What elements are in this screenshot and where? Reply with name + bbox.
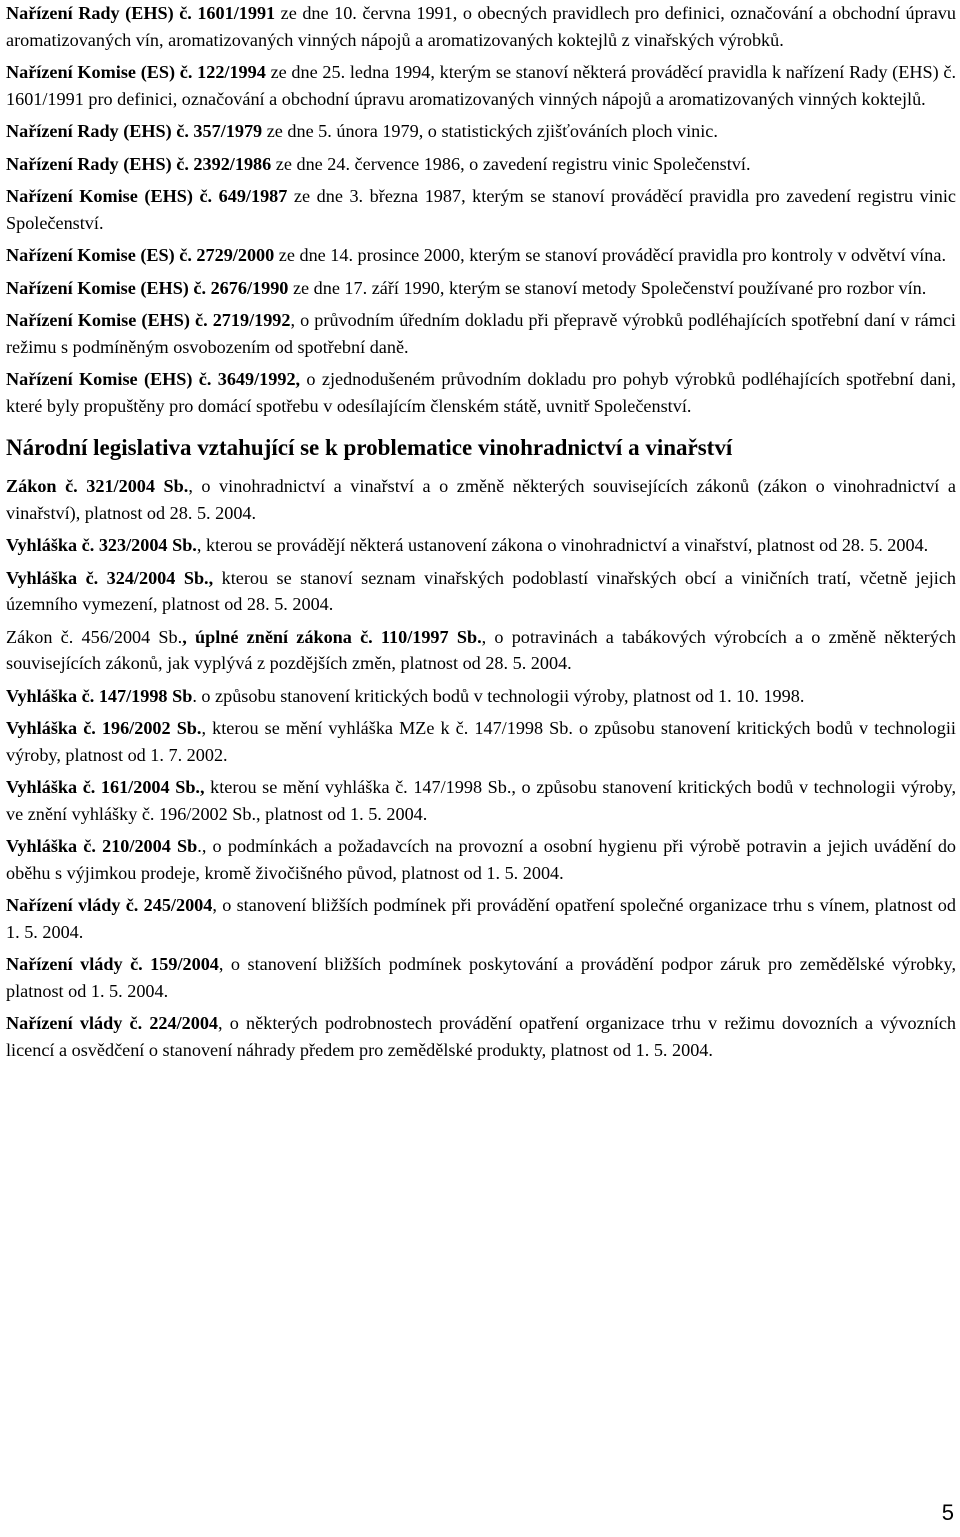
legislation-entry: [6, 118, 956, 145]
entry-description: . o způsobu stanovení kritických bodů v technologii výroby, platnost od 1. 10. 1998.: [192, 685, 805, 706]
entry-reference: Vyhláška č. 196/2002 Sb.: [6, 718, 202, 738]
entry-description: ze dne 17. září 1990, kterým se stanoví metody Společenství používané pro rozbor vín.: [288, 277, 927, 298]
entry-reference: Nařízení Rady (EHS) č. 1601/1991: [6, 3, 276, 23]
entry-description: , o stanovení bližších podmínek při provádění opatření společné organizace trhu s vínem, platnost od 1. 5. 2004.: [6, 895, 956, 942]
entry-reference: Nařízení Komise (ES) č. 122/1994: [6, 62, 266, 82]
national-legislation-list: [6, 473, 956, 1063]
eu-regulations-list: [6, 0, 956, 419]
entry-description: , o průvodním úředním dokladu při přepravě výrobků podléhajících spotřební daní v rámci režimu s podmíněným osvobozením od spotřební daně.: [6, 310, 956, 357]
legislation-entry: [6, 151, 956, 178]
legislation-entry: [6, 183, 956, 236]
section-title: Národní legislativa vztahující se k problematice vinohradnictví a vinařství: [6, 435, 733, 460]
legislation-entry: [6, 307, 956, 360]
entry-reference: Vyhláška č. 161/2004 Sb.,: [6, 777, 205, 797]
page-number: 5: [941, 1500, 954, 1525]
legislation-entry: [6, 833, 956, 886]
entry-reference: Vyhláška č. 324/2004 Sb.,: [6, 567, 214, 588]
legislation-entry: [6, 366, 956, 419]
entry-reference: Nařízení Rady (EHS) č. 2392/1986: [6, 153, 272, 174]
entry-reference: Nařízení Rady (EHS) č. 357/1979: [6, 121, 263, 141]
entry-description: ze dne 5. února 1979, o statistických zjišťováních ploch vinic.: [262, 121, 718, 141]
entry-description: , kterou se mění vyhláška MZe k č. 147/1998 Sb. o způsobu stanovení kritických bodů v technologii výroby, platnost od 1. 7. 2002.: [6, 718, 956, 765]
legislation-entry: [6, 1010, 956, 1063]
entry-reference: Nařízení Komise (EHS) č. 2719/1992: [6, 310, 291, 330]
entry-description: ze dne 10. června 1991, o obecných pravidlech pro definici, označování a obchodní úpravu aromatizovaných vín, aromatizovaných vinných nápojů a aromatizovaných koktejlů z vinařských výrobků.: [6, 3, 956, 50]
legislation-entry: [6, 624, 956, 677]
entry-reference: Nařízení Komise (EHS) č. 3649/1992,: [6, 369, 301, 389]
entry-description: o zjednodušeném průvodním dokladu pro pohyb výrobků podléhajících spotřební dani, které byly propuštěny pro domácí spotřebu v odesílajícím členském státě, uvnitř Společenství.: [6, 369, 956, 416]
entry-description: ze dne 25. ledna 1994, kterým se stanoví některá prováděcí pravidla k nařízení Rady (EHS) č. 1601/1991 pro definici, označování a obchodní úpravu aromatizovaných vinných nápojů a aromatizovaných vinných koktejlů.: [6, 62, 956, 109]
entry-description: ze dne 3. března 1987, kterým se stanoví prováděcí pravidla pro zavedení registru vinic Společenství.: [6, 186, 956, 233]
entry-description: , o vinohradnictví a vinařství a o změně některých souvisejících zákonů (zákon o vinohradnictví a vinařství), platnost od 28. 5. 2004.: [6, 476, 956, 523]
entry-description: ze dne 24. července 1986, o zavedení registru vinic Společenství.: [271, 153, 751, 174]
legislation-entry: [6, 683, 956, 710]
legislation-entry: [6, 0, 956, 53]
legislation-entry: [6, 275, 956, 302]
entry-reference: Zákon č. 321/2004 Sb.: [6, 476, 189, 496]
entry-reference: Nařízení Komise (ES) č. 2729/2000: [6, 245, 275, 265]
entry-description: , kterou se provádějí některá ustanovení zákona o vinohradnictví a vinařství, platnost od 28. 5. 2004.: [196, 535, 929, 555]
legislation-entry: [6, 532, 956, 559]
entry-reference: Nařízení Komise (EHS) č. 2676/1990: [6, 277, 289, 298]
entry-prefix: Zákon č. 456/2004 Sb.: [6, 626, 183, 647]
entry-reference: Vyhláška č. 210/2004 Sb: [6, 836, 198, 856]
entry-description: ze dne 14. prosince 2000, kterým se stanoví prováděcí pravidla pro kontroly v odvětví vína.: [274, 245, 946, 265]
entry-description: kterou se mění vyhláška č. 147/1998 Sb., o způsobu stanovení kritických bodů v technologii výroby, ve znění vyhlášky č. 196/2002 Sb., platnost od 1. 5. 2004.: [6, 777, 956, 824]
entry-description: , o stanovení bližších podmínek poskytování a provádění podpor záruk pro zemědělské výrobky, platnost od 1. 5. 2004.: [6, 954, 956, 1001]
document-body: [6, 0, 956, 1069]
legislation-entry: [6, 774, 956, 827]
legislation-entry: [6, 951, 956, 1004]
entry-description: , o některých podrobnostech provádění opatření organizace trhu v režimu dovozních a vývozních licencí a osvědčení o stanovení náhrady předem pro zemědělské produkty, platnost od 1. 5. 2004.: [6, 1013, 956, 1060]
legislation-entry: [6, 565, 956, 618]
entry-description: kterou se stanoví seznam vinařských podoblastí vinařských obcí a viničních tratí, včetně jejich územního vymezení, platnost od 28. 5. 2004.: [6, 567, 956, 614]
entry-reference: Nařízení vlády č. 245/2004: [6, 895, 213, 915]
legislation-entry: [6, 892, 956, 945]
entry-reference: Nařízení vlády č. 159/2004: [6, 954, 219, 974]
entry-reference: Nařízení Komise (EHS) č. 649/1987: [6, 186, 288, 206]
legislation-entry: [6, 59, 956, 112]
legislation-entry: [6, 242, 956, 269]
entry-reference: Nařízení vlády č. 224/2004: [6, 1013, 219, 1033]
entry-reference: , úplné znění zákona č. 110/1997 Sb.: [182, 626, 482, 647]
entry-description: ., o podmínkách a požadavcích na provozní a osobní hygienu při výrobě potravin a jejich uvádění do oběhu s výjimkou prodeje, kromě živočišného původ, platnost od 1. 5. 2004.: [6, 836, 957, 883]
legislation-entry: [6, 715, 956, 768]
entry-reference: Vyhláška č. 323/2004 Sb.: [6, 535, 197, 555]
entry-reference: Vyhláška č. 147/1998 Sb: [6, 685, 193, 706]
legislation-entry: [6, 473, 956, 526]
entry-description: , o potravinách a tabákových výrobcích a o změně některých souvisejících zákonů, jak vyplývá z pozdějších změn, platnost od 28. 5. 2004.: [6, 626, 956, 673]
